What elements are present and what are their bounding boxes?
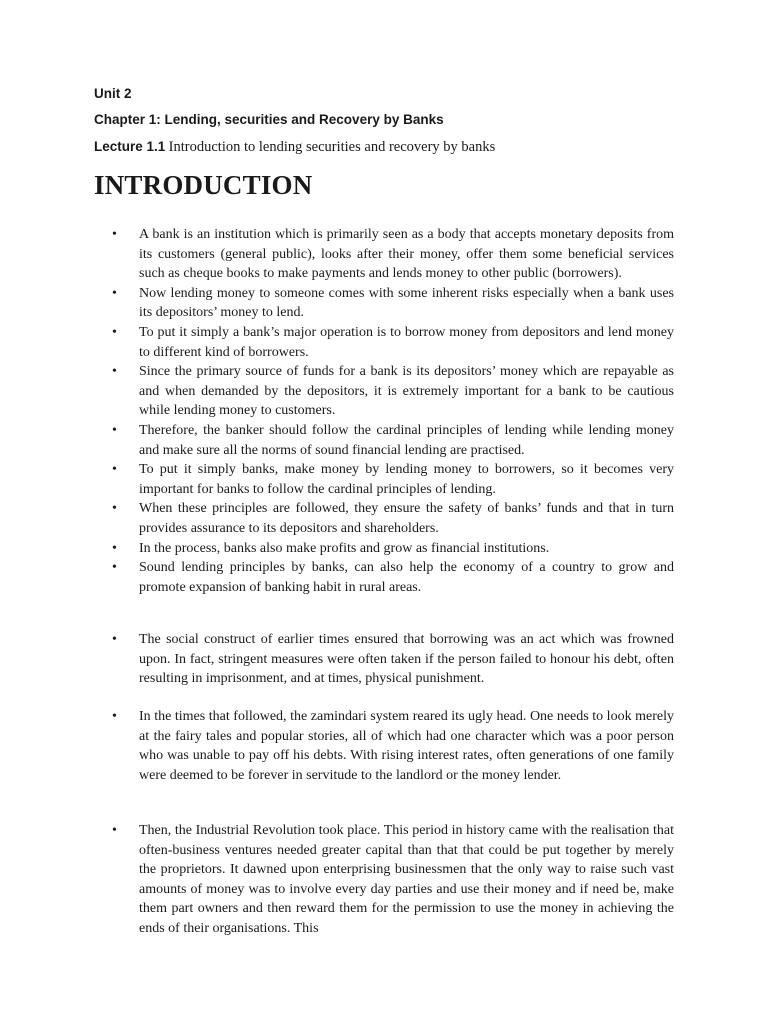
list-item [112, 558, 674, 597]
bullet-icon: • [112, 560, 117, 576]
list-item [112, 630, 674, 689]
list-item [112, 362, 674, 421]
chapter-title: Chapter 1: Lending, securities and Recovery by Banks [94, 112, 444, 127]
bullet-icon: • [112, 501, 117, 517]
list-item [112, 421, 674, 460]
list-item [112, 323, 674, 362]
bullet-icon: • [112, 285, 117, 301]
list-item [112, 225, 674, 284]
list-item-text: Therefore, the banker should follow the cardinal principles of lending while lending money and make sure all the norms of sound financial lending are practised. [139, 422, 674, 458]
list-item-text: A bank is an institution which is primarily seen as a body that accepts monetary deposits from its customers (general public), looks after their money, offer them some beneficial services such as cheque books to make payments and lends money to other public (borrowers). [139, 227, 674, 282]
bullet-icon: • [112, 324, 117, 340]
paragraph-text: Then, the Industrial Revolution took place. This period in history came with the realisation that often-business ventures needed greater capital than that that could be put together by merely the proprietors. It dawned upon enterprising businessmen that the only way to raise such vast amounts of money was to involve every day parties and use their money and if need be, make them part owners and then reward them for the permission to use the money in achieving the ends of their organisations. This [139, 823, 674, 936]
bullet-icon: • [112, 540, 117, 556]
lecture-line [94, 139, 495, 156]
list-item-text: To put it simply a bank’s major operation is to borrow money from depositors and lend money to different kind of borrowers. [139, 324, 674, 360]
lecture-title: Introduction to lending securities and recovery by banks [168, 139, 496, 155]
paragraph-text: The social construct of earlier times ensured that borrowing was an act which was frowned upon. In fact, stringent measures were often taken if the person failed to honour his debt, often resulting in imprisonment, and at times, physical punishment. [139, 632, 674, 687]
list-item [112, 707, 674, 785]
history-paragraph-3 [112, 821, 674, 939]
list-item [112, 460, 674, 499]
bullet-icon: • [112, 823, 117, 838]
list-item-text: Sound lending principles by banks, can also help the economy of a country to grow and promote expansion of banking habit in rural areas. [139, 560, 674, 595]
list-item-text: To put it simply banks, make money by lending money to borrowers, so it becomes very important for banks to follow the cardinal principles of lending. [139, 462, 674, 497]
history-paragraph-1 [112, 630, 674, 689]
bullet-icon: • [112, 462, 117, 478]
list-item [112, 539, 674, 559]
list-item-text: In the process, banks also make profits and grow as financial institutions. [139, 540, 550, 556]
lecture-number: Lecture 1.1 [94, 139, 166, 154]
list-item-text: When these principles are followed, they ensure the safety of banks’ funds and that in turn provides assurance to its depositors and shareholders. [139, 501, 674, 536]
bullet-icon: • [112, 227, 117, 242]
list-item-text: Now lending money to someone comes with some inherent risks especially when a bank uses its depositors’ money to lend. [139, 285, 674, 321]
list-item [112, 284, 674, 323]
section-heading: INTRODUCTION [94, 170, 313, 200]
list-item [112, 499, 674, 538]
bullet-icon: • [112, 632, 117, 647]
bullet-icon: • [112, 709, 117, 724]
paragraph-text: In the times that followed, the zamindari system reared its ugly head. One needs to look merely at the fairy tales and popular stories, all of which had one character which was a poor person who was unable to pay off his debts. With rising interest rates, often generations of one family were deemed to be forever in servitude to the landlord or the money lender. [139, 709, 674, 783]
bullet-icon: • [112, 364, 117, 380]
list-item-text: Since the primary source of funds for a bank is its depositors’ money which are repayable as and when demanded by the depositors, it is extremely important for a bank to be cautious while lending money to customers. [139, 364, 674, 419]
history-paragraph-2 [112, 707, 674, 785]
intro-bullet-list [112, 225, 674, 597]
list-item [112, 821, 674, 939]
bullet-icon: • [112, 422, 117, 438]
unit-label: Unit 2 [94, 86, 132, 101]
